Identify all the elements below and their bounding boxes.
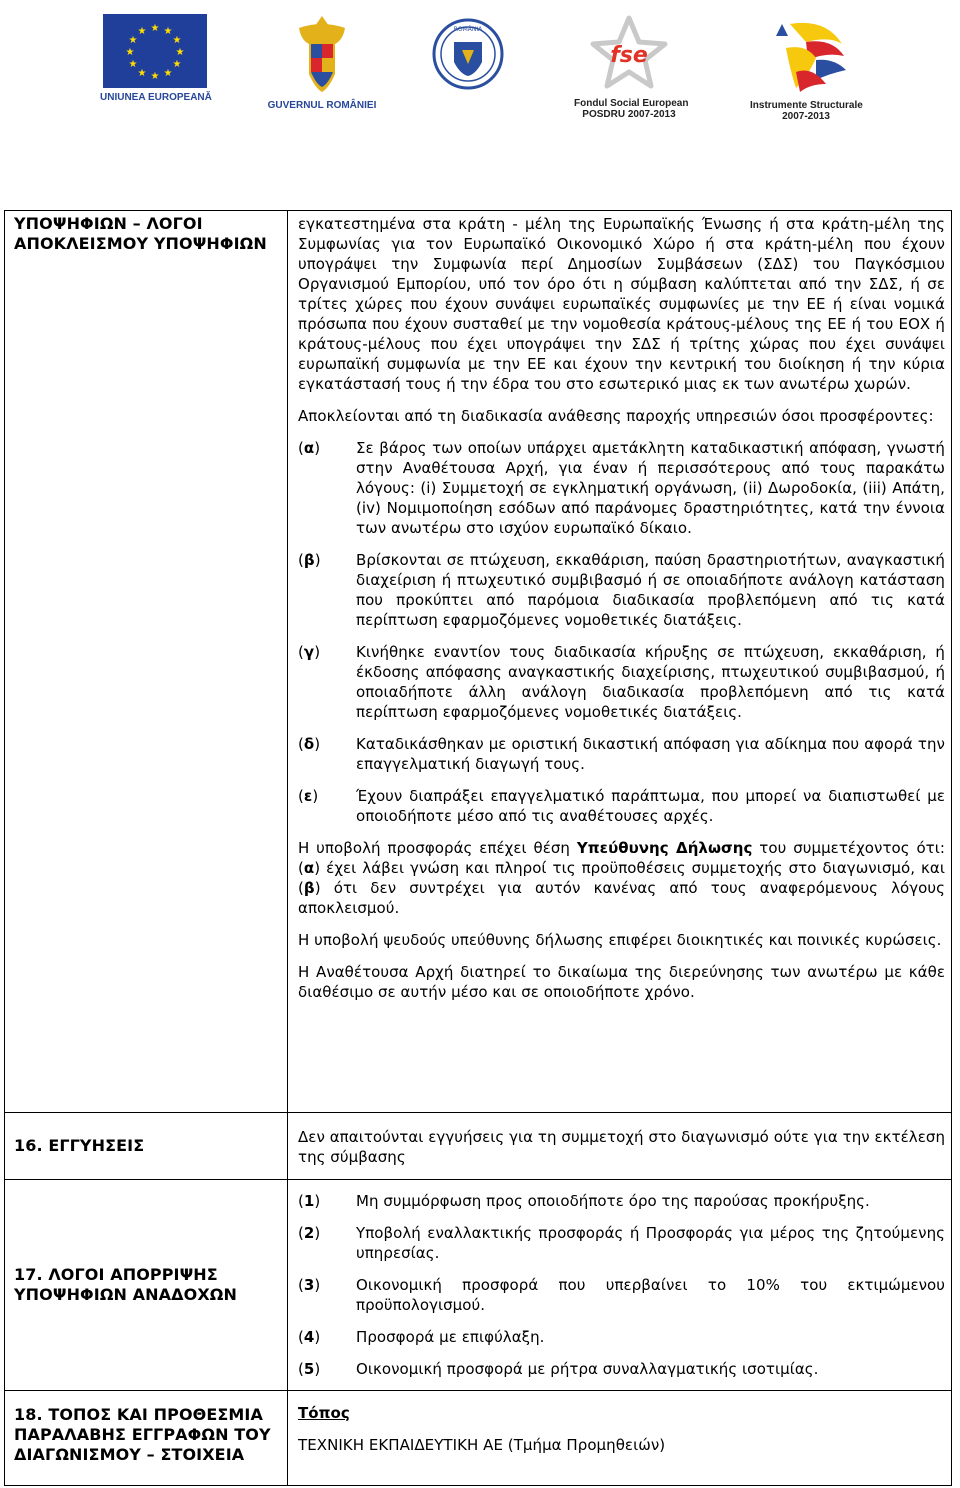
svg-text:★: ★ (137, 26, 147, 37)
exclusion-item-label: (α) (298, 439, 321, 457)
svg-text:★: ★ (172, 59, 182, 70)
exclusion-item-text: Βρίσκονται σε πτώχευση, εκκαθάριση, παύση δραστηριοτήτων, αναγκαστική διαχείριση ή πτωχευτικό συμβιβασμό ή σε οποιαδήποτε ανάλογη κατάσταση που προκύπτει από παρόμοια διαδικασία προβλεπόμενη από τις κατά περίπτωση εφαρμοζόμενες νομοθετικές διατάξεις. (356, 551, 945, 629)
rejection-item-label: (3) (298, 1276, 321, 1294)
rejection-item-label: (2) (298, 1224, 321, 1242)
section-exclusion-content (288, 211, 952, 1113)
svg-text:★: ★ (128, 59, 138, 70)
government-logo (262, 14, 382, 111)
rejection-item (298, 1359, 945, 1379)
rejection-item (298, 1275, 945, 1315)
exclusion-item-text: Έχουν διαπράξει επαγγελματικό παράπτωμα, που μπορεί να διαπιστωθεί με οποιοδήποτε μέσο από τις αναθέτουσες αρχές. (356, 787, 945, 825)
structural-instruments-logo (750, 14, 862, 122)
eligibility-paragraph: εγκατεστημένα στα κράτη - μέλη της Ευρωπαϊκής Ένωσης ή στα κράτη-μέλη της Συμφωνίας για τον Ευρωπαϊκό Οικονομικό Χώρο ή στα κράτη-μέλη που έχουν υπογράψει την Συμφωνία περί Δημοσίων Συμβάσεων (ΣΔΣ) του Παγκόσμιου Οργανισμού Εμπορίου, υπό τον όρο ότι η σύμβαση καλύπτεται από την ΣΔΣ, ή σε τρίτες χώρες που έχουν συνάψει ευρωπαϊκές συμφωνίες με την ΕΕ ή είναι νομικά πρόσωπα που έχουν συσταθεί με την νομοθεσία κράτους-μέλους της ΕΕ ή του ΕΟΧ ή κράτους-μέλους που έχει υπογράψει την ΣΔΣ ή τρίτης χώρας που έχει συνάψει ευρωπαϊκή συμφωνία με την ΕΕ και έχουν την κεντρική του διοίκηση ή την κύρια εγκατάστασή τους ή την έδρα του στο εσωτερικό μιας εκ των ανωτέρω χωρών. (298, 215, 945, 393)
svg-text:★: ★ (175, 47, 185, 58)
section-rejection-row (5, 1180, 952, 1391)
section-rejection-content (288, 1180, 952, 1391)
header-logos (0, 0, 960, 150)
section-submission-label: 18. ΤΟΠΟΣ ΚΑΙ ΠΡΟΘΕΣΜΙΑ ΠΑΡΑΛΑΒΗΣ ΕΓΓΡΑΦΩΝ ΤΟΥ ΔΙΑΓΩΝΙΣΜΟΥ – ΣΤΟΙΧΕΙΑ (5, 1391, 288, 1486)
investigation-paragraph: Η Αναθέτουσα Αρχή διατηρεί το δικαίωμα της διερεύνησης των ανωτέρω με κάθε διαθέσιμο σε αυτήν μέσο και σε οποιοδήποτε χρόνο. (298, 963, 945, 1001)
svg-text:★: ★ (163, 26, 173, 37)
rejection-item-text: Μη συμμόρφωση προς οποιοδήποτε όρο της παρούσας προκήρυξης. (356, 1192, 870, 1210)
rejection-item-label: (5) (298, 1360, 321, 1378)
exclusion-item-text: Καταδικάσθηκαν με οριστική δικαστική απόφαση για αδίκημα που αφορά την επαγγελματική διαγωγή τους. (356, 735, 945, 773)
fse-caption-line1: Fondul Social European (574, 98, 689, 109)
exclusion-item (298, 438, 945, 538)
fse-caption-line2: POSDRU 2007-2013 (582, 109, 676, 120)
svg-text:★: ★ (172, 35, 182, 46)
coat-of-arms-icon (295, 14, 349, 96)
rejection-item (298, 1191, 945, 1211)
exclusion-item-text: Σε βάρος των οποίων υπάρχει αμετάκλητη καταδικαστική απόφαση, γνωστή στην Αναθέτουσα Αρχή, για έναν ή περισσότερους από τους παρακάτω λόγους: (i) Συμμετοχή σε εγκληματική οργάνωση, (ii) Δωροδοκία, (iii) Απάτη, (iv) Νομιμοποίηση εσόδων από παράνομες δραστηριότητες, κατά την έννοια των ανωτέρω στο ισχύον ευρωπαϊκό δίκαιο. (356, 439, 945, 537)
exclusion-item-text: Κινήθηκε εναντίον τους διαδικασία κήρυξης σε πτώχευση, εκκαθάριση, ή έκδοσης απόφασης αναγκαστικής διαχείρισης, πτωχευτικού συμβιβασμού, ή οποιαδήποτε άλλη ανάλογη διαδικασία προβλεπόμενη από τις κατά περίπτωση εφαρμοζόμενες νομοθετικές διατάξεις. (356, 643, 945, 721)
exclusion-intro: Αποκλείονται από τη διαδικασία ανάθεσης παροχής υπηρεσιών όσοι προσφέροντες: (298, 407, 934, 425)
exclusion-item-label: (δ) (298, 735, 321, 753)
exclusion-item-label: (ε) (298, 787, 319, 805)
exclusion-item (298, 550, 945, 630)
structural-caption-line2: 2007-2013 (782, 111, 830, 122)
fse-brand: fse (610, 43, 648, 68)
rejection-item-text: Προσφορά με επιφύλαξη. (356, 1328, 545, 1346)
svg-text:★: ★ (125, 47, 135, 58)
section-rejection-label: 17. ΛΟΓΟΙ ΑΠΟΡΡΙΨΗΣ ΥΠΟΨΗΦΙΩΝ ΑΝΑΔΟΧΩΝ (5, 1180, 288, 1391)
section-exclusion-row (5, 211, 952, 1113)
exclusion-item (298, 786, 945, 826)
declaration-paragraph: Η υποβολή προσφοράς επέχει θέση Υπεύθυνης Δήλωσης του συμμετέχοντος ότι: (α) έχει λάβει γνώση και πληροί τις προϋποθέσεις συμμετοχής στο διαγωνισμό, και (β) ότι δεν συντρέχει για αυτόν κανένας από τους αναφερόμενους λόγους αποκλεισμού. (298, 839, 945, 917)
seal-icon (432, 14, 504, 94)
section-guarantees-content (288, 1113, 952, 1180)
svg-text:★: ★ (150, 23, 160, 34)
rejection-item-text: Υποβολή εναλλακτικής προσφοράς ή Προσφοράς για μέρος της ζητούμενης υπηρεσίας. (356, 1224, 945, 1262)
place-text: ΤΕΧΝΙΚΗ ΕΚΠΑΙΔΕΥΤΙΚΗ ΑΕ (Τμήμα Προμηθειών) (298, 1436, 666, 1454)
eu-caption: UNIUNEA EUROPEANĂ (100, 92, 212, 103)
rejection-item (298, 1223, 945, 1263)
seal-text: ROMÂNIA (453, 26, 483, 33)
rejection-item-label: (1) (298, 1192, 321, 1210)
declaration-term: Υπεύθυνης Δήλωσης (576, 839, 753, 857)
fse-logo (574, 14, 689, 120)
structural-star-icon (756, 14, 856, 96)
exclusion-item-label: (γ) (298, 643, 321, 661)
rejection-item-text: Οικονομική προσφορά που υπερβαίνει το 10% του εκτιμώμενου προϋπολογισμού. (356, 1276, 945, 1314)
section-submission-row (5, 1391, 952, 1486)
section-submission-content (288, 1391, 952, 1486)
svg-text:★: ★ (137, 68, 147, 79)
tender-terms-table (4, 210, 952, 1486)
romania-seal-logo (432, 14, 504, 94)
place-heading: Τόπος (298, 1404, 350, 1422)
eu-logo (100, 14, 210, 103)
svg-text:★: ★ (128, 35, 138, 46)
exclusion-item (298, 734, 945, 774)
svg-text:★: ★ (163, 68, 173, 79)
exclusion-item-label: (β) (298, 551, 321, 569)
section-exclusion-label: ΥΠΟΨΗΦΙΩΝ – ΛΟΓΟΙ ΑΠΟΚΛΕΙΣΜΟΥ ΥΠΟΨΗΦΙΩΝ (5, 211, 288, 1113)
structural-caption-line1: Instrumente Structurale (750, 100, 863, 111)
exclusion-item (298, 642, 945, 722)
eu-flag-icon (103, 14, 207, 88)
guarantees-text: Δεν απαιτούνται εγγυήσεις για τη συμμετοχή στο διαγωνισμό ούτε για την εκτέλεση της σύμβασης (298, 1128, 945, 1166)
false-declaration-paragraph: Η υποβολή ψευδούς υπεύθυνης δήλωσης επιφέρει διοικητικές και ποινικές κυρώσεις. (298, 931, 942, 949)
svg-text:★: ★ (150, 71, 160, 82)
rejection-item-text: Οικονομική προσφορά με ρήτρα συναλλαγματικής ισοτιμίας. (356, 1360, 819, 1378)
government-caption: GUVERNUL ROMÂNIEI (267, 100, 377, 111)
rejection-item (298, 1327, 945, 1347)
section-guarantees-label: 16. ΕΓΓΥΗΣΕΙΣ (5, 1113, 288, 1180)
section-guarantees-row (5, 1113, 952, 1180)
fse-star-icon (589, 14, 669, 94)
rejection-item-label: (4) (298, 1328, 321, 1346)
